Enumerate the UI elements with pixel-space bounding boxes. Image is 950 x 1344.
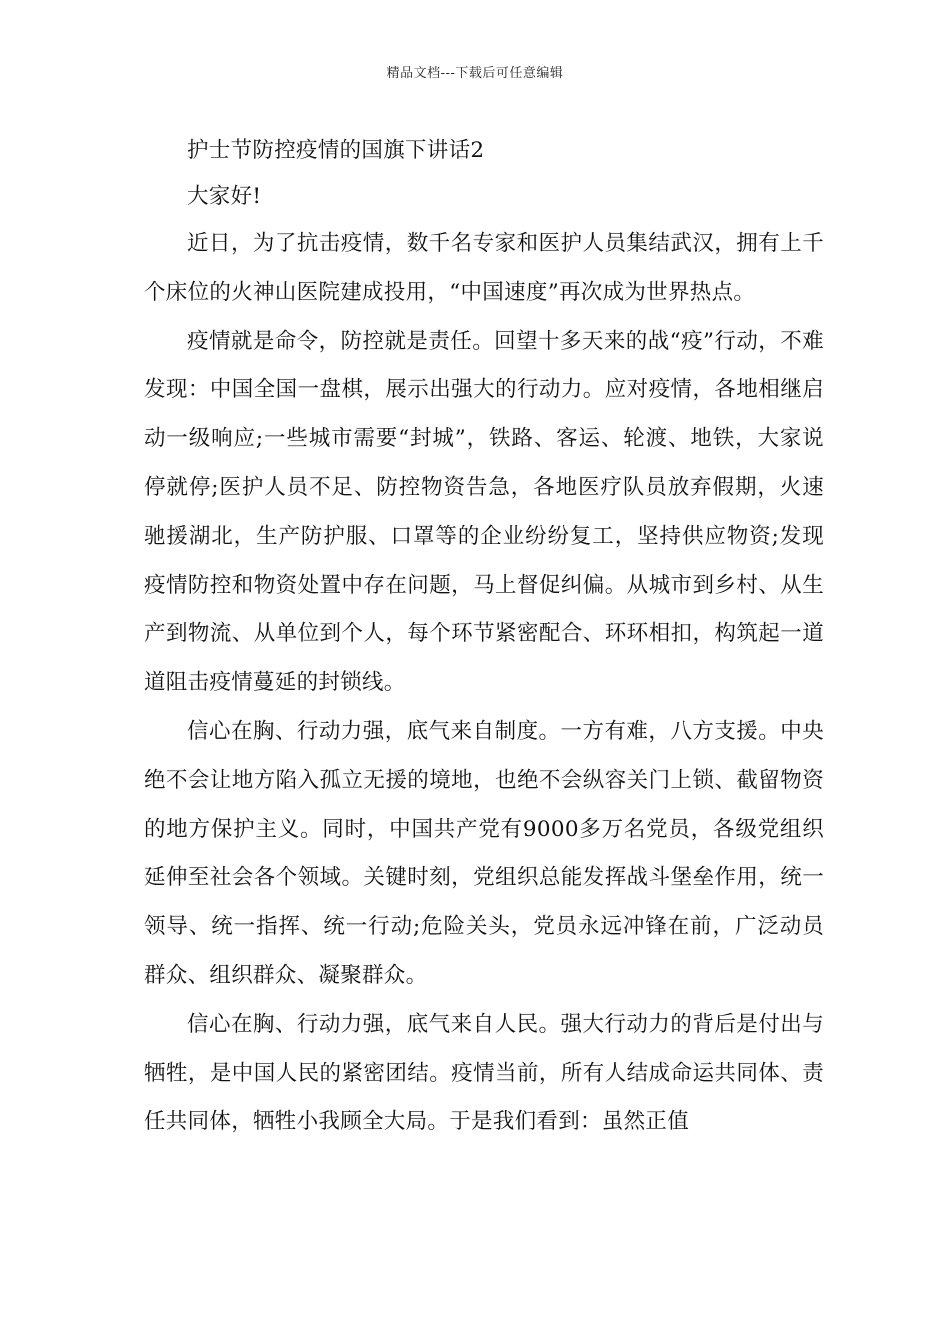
document-title: 护士节防控疫情的国旗下讲话2 [187,138,485,163]
page-header: 精品文档---下载后可任意编辑 [386,66,564,81]
document-body [144,128,824,1147]
paragraph-3: 信心在胸、行动力强，底气来自制度。一方有难，八方支援。中央绝不会让地方陷入孤立无援的境地，也绝不会纵容关门上锁、截留物资的地方保护主义。同时，中国共产党有9000多万名党员，各级党组织延伸至社会各个领域。关键时刻，党组织总能发挥战斗堡垒作用，统一领导、统一指挥、统一行动;危险关头，党员永远冲锋在前，广泛动员群众、组织群众、凝聚群众。 [144,718,824,988]
paragraph-1: 近日，为了抗击疫情，数千名专家和医护人员集结武汉，拥有上千个床位的火神山医院建成投用，“中国速度”再次成为世界热点。 [144,231,824,305]
paragraph-2: 疫情就是命令，防控就是责任。回望十多天来的战“疫”行动，不难发现：中国全国一盘棋，展示出强大的行动力。应对疫情，各地相继启动一级响应;一些城市需要“封城”，铁路、客运、轮渡、地铁，大家说停就停;医护人员不足、防控物资告急，各地医疗队员放弃假期，火速驰援湖北，生产防护服、口罩等的企业纷纷复工，坚持供应物资;发现疫情防控和物资处置中存在问题，马上督促纠偏。从城市到乡村、从生产到物流、从单位到个人，每个环节紧密配合、环环相扣，构筑起一道道阻击疫情蔓延的封锁线。 [144,328,824,696]
paragraph-4: 信心在胸、行动力强，底气来自人民。强大行动力的背后是付出与牺牲，是中国人民的紧密团结。疫情当前，所有人结成命运共同体、责任共同体，牺牲小我顾全大局。于是我们看到：虽然正值 [144,1011,824,1135]
greeting: 大家好! [187,184,262,209]
